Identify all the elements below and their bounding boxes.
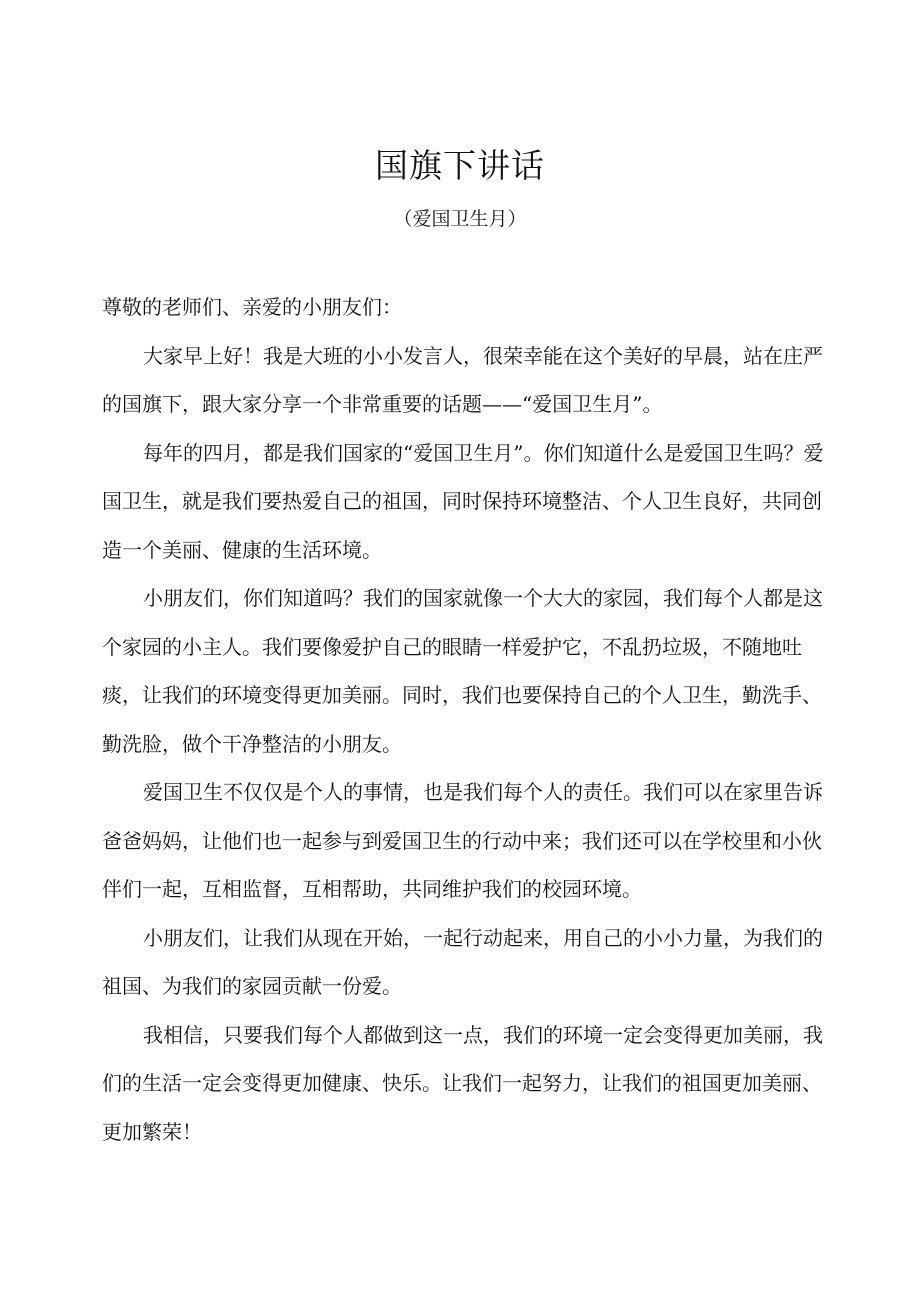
- paragraph-call-to-action: 小朋友们，让我们从现在开始，一起行动起来，用自己的小小力量，为我们的祖国、为我们的家园贡献一份爱。: [102, 925, 823, 998]
- salutation: 尊敬的老师们、亲爱的小朋友们：: [102, 295, 402, 319]
- paragraph-shared-responsibility: 爱国卫生不仅仅是个人的事情，也是我们每个人的责任。我们可以在家里告诉爸爸妈妈，让他们也一起参与到爱国卫生的行动中来；我们还可以在学校里和小伙伴们一起，互相监督，互相帮助，共同维护我们的校园环境。: [102, 780, 823, 901]
- paragraph-homeland-care: 小朋友们，你们知道吗？我们的国家就像一个大大的家园，我们每个人都是这个家园的小主人。我们要像爱护自己的眼睛一样爱护它，不乱扔垃圾，不随地吐痰，让我们的环境变得更加美丽。同时，我们也要保持自己的个人卫生，勤洗手、勤洗脸，做个干净整洁的小朋友。: [102, 586, 823, 756]
- page-title: 国旗下讲话: [375, 146, 545, 185]
- paragraph-greeting: 大家早上好！我是大班的小小发言人，很荣幸能在这个美好的早晨，站在庄严的国旗下，跟大家分享一个非常重要的话题——“爱国卫生月”。: [102, 343, 823, 416]
- paragraph-what-is-patriotic-hygiene: 每年的四月，都是我们国家的“爱国卫生月”。你们知道什么是爱国卫生吗？爱国卫生，就是我们要热爱自己的祖国，同时保持环境整洁、个人卫生良好，共同创造一个美丽、健康的生活环境。: [102, 440, 824, 562]
- speech-body: [102, 283, 838, 1156]
- paragraph-closing: 我相信，只要我们每个人都做到这一点，我们的环境一定会变得更加美丽，我们的生活一定会变得更加健康、快乐。让我们一起努力，让我们的祖国更加美丽、更加繁荣！: [102, 1022, 823, 1144]
- page-subtitle: （爱国卫生月）: [393, 208, 527, 230]
